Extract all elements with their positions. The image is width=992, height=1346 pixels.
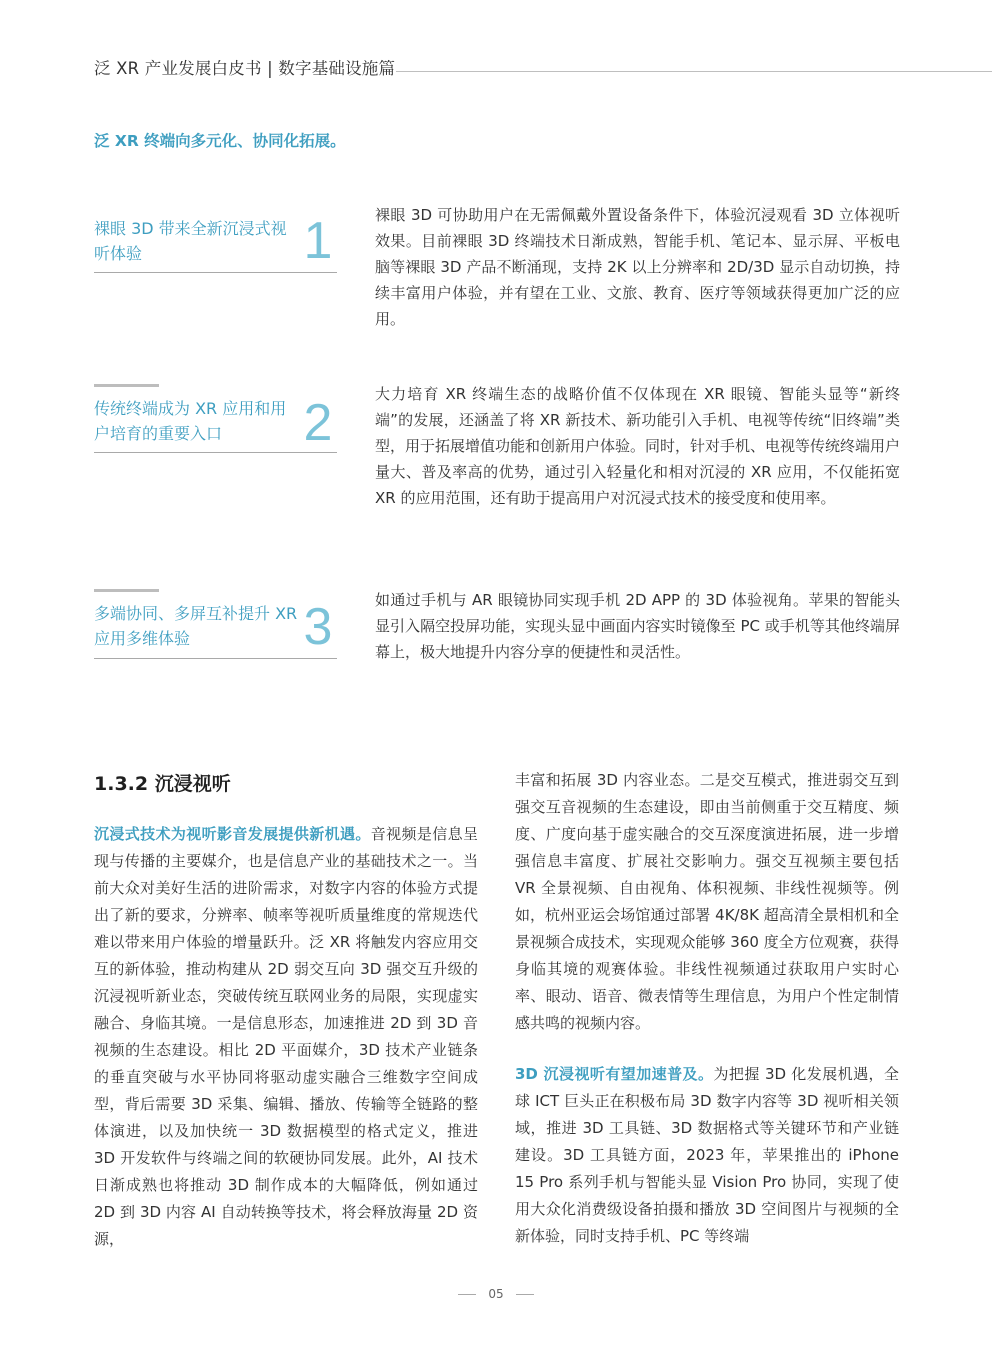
feature-3-number: 3 — [303, 598, 333, 656]
page-number-value: 05 — [488, 1287, 504, 1301]
right-paragraph-lead: 3D 沉浸视听有望加速普及。 — [515, 1065, 714, 1083]
right-paragraph-body: 为把握 3D 化发展机遇，全球 ICT 巨头正在积极布局 3D 数字内容等 3D 视听相关领域，推进 3D 工具链、3D 数据格式等关键环节和产业链建设。3D 工具链方面，2023 年，苹果推出的 iPhone 15 Pro 系列手机与智能头显 Vision Pro 协同，实现了使用大众化消费级设备拍摄和播放 3D 空间图片与视频的全新体验，同时支持手机、PC 等终端 — [515, 1065, 899, 1245]
feature-1-text: 裸眼 3D 可协助用户在无需佩戴外置设备条件下，体验沉浸观看 3D 立体视听效果。目前裸眼 3D 终端技术日渐成熟，智能手机、笔记本、显示屏、平板电脑等裸眼 3D 产品不断涌现，支持 2K 以上分辨率和 2D/3D 显示自动切换，持续丰富用户体验，并有望在工业、文旅、教育、医疗等领域获得更加广泛的应用。 — [375, 206, 900, 328]
section-heading: 1.3.2 沉浸视听 — [94, 773, 231, 795]
left-paragraph-lead: 沉浸式技术为视听影音发展提供新机遇。 — [94, 825, 371, 843]
feature-2-number: 2 — [303, 394, 333, 452]
left-paragraph-body: 音视频是信息呈现与传播的主要媒介，也是信息产业的基础技术之一。当前大众对美好生活的进阶需求，对数字内容的体验方式提出了新的要求，分辨率、帧率等视听质量维度的常规迭代难以带来用户体验的增量跃升。泛 XR 将触发内容应用交互的新体验，推动构建从 2D 弱交互向 3D 强交互升级的沉浸视听新业态，突破传统互联网业务的局限，实现虚实融合、身临其境。一是信息形态，加速推进 2D 到 3D 音视频的生态建设。相比 2D 平面媒介，3D 技术产业链条的垂直突破与水平协同将驱动虚实融合三维数字空间成型，背后需要 3D 采集、编辑、播放、传输等全链路的整体演进，以及加快统一 3D 数据模型的格式定义，推进 3D 开发软件与终端之间的软硬协同发展。此外，AI 技术日渐成熟也将推动 3D 制作成本的大幅降低，例如通过 2D 到 3D 内容 AI 自动转换等技术，将会释放海量 2D 资源， — [94, 825, 478, 1248]
feature-1-label: 裸眼 3D 带来全新沉浸式视听体验 — [94, 219, 287, 263]
feature-2-text: 大力培育 XR 终端生态的战略价值不仅体现在 XR 眼镜、智能头显等“新终端”的发展，还涵盖了将 XR 新技术、新功能引入手机、电视等传统“旧终端”类型，用于拓展增值功能和创新用户体验。同时，针对手机、电视等传统终端用户量大、普及率高的优势，通过引入轻量化和相对沉浸的 XR 应用，不仅能拓宽 XR 的应用范围，还有助于提高用户对沉浸式技术的接受度和使用率。 — [375, 385, 901, 507]
header-divider — [396, 71, 992, 72]
feature-2-top-bar — [94, 384, 159, 387]
page-number-right-dash — [516, 1294, 534, 1295]
feature-1-number: 1 — [303, 212, 333, 270]
right-column-paragraph-1: 丰富和拓展 3D 内容业态。二是交互模式，推进弱交互到强交互音视频的生态建设，即由当前侧重于交互精度、频度、广度向基于虚实融合的交互深度演进拓展，进一步增强信息丰富度、扩展社交影响力。强交互视频主要包括 VR 全景视频、自由视角、体积视频、非线性视频等。例如，杭州亚运会场馆通过部署 4K/8K 超高清全景相机和全景视频合成技术，实现观众能够 360 度全方位观赛，获得身临其境的观赛体验。非线性视频通过获取用户实时心率、眼动、语音、微表情等生理信息，为用户个性定制情感共鸣的视频内容。 — [515, 771, 899, 1032]
intro-heading: 泛 XR 终端向多元化、协同化拓展。 — [94, 132, 346, 150]
page-number-left-dash — [458, 1294, 476, 1295]
feature-2-divider — [94, 452, 337, 453]
feature-3-divider — [94, 658, 337, 659]
left-column-paragraph — [94, 821, 478, 1253]
feature-3-text: 如通过手机与 AR 眼镜协同实现手机 2D APP 的 3D 体验视角。苹果的智能头显引入隔空投屏功能，实现头显中画面内容实时镜像至 PC 或手机等其他终端屏幕上，极大地提升内容分享的便捷性和灵活性。 — [375, 591, 900, 661]
right-column-paragraph-2 — [515, 1061, 899, 1250]
feature-1-divider — [94, 272, 337, 273]
feature-3-label: 多端协同、多屏互补提升 XR 应用多维体验 — [94, 604, 298, 648]
page-number — [0, 1287, 992, 1301]
feature-3-top-bar — [94, 589, 159, 592]
feature-2-label: 传统终端成为 XR 应用和用户培育的重要入口 — [94, 399, 287, 443]
document-header-title: 泛 XR 产业发展白皮书 | 数字基础设施篇 — [94, 59, 396, 78]
